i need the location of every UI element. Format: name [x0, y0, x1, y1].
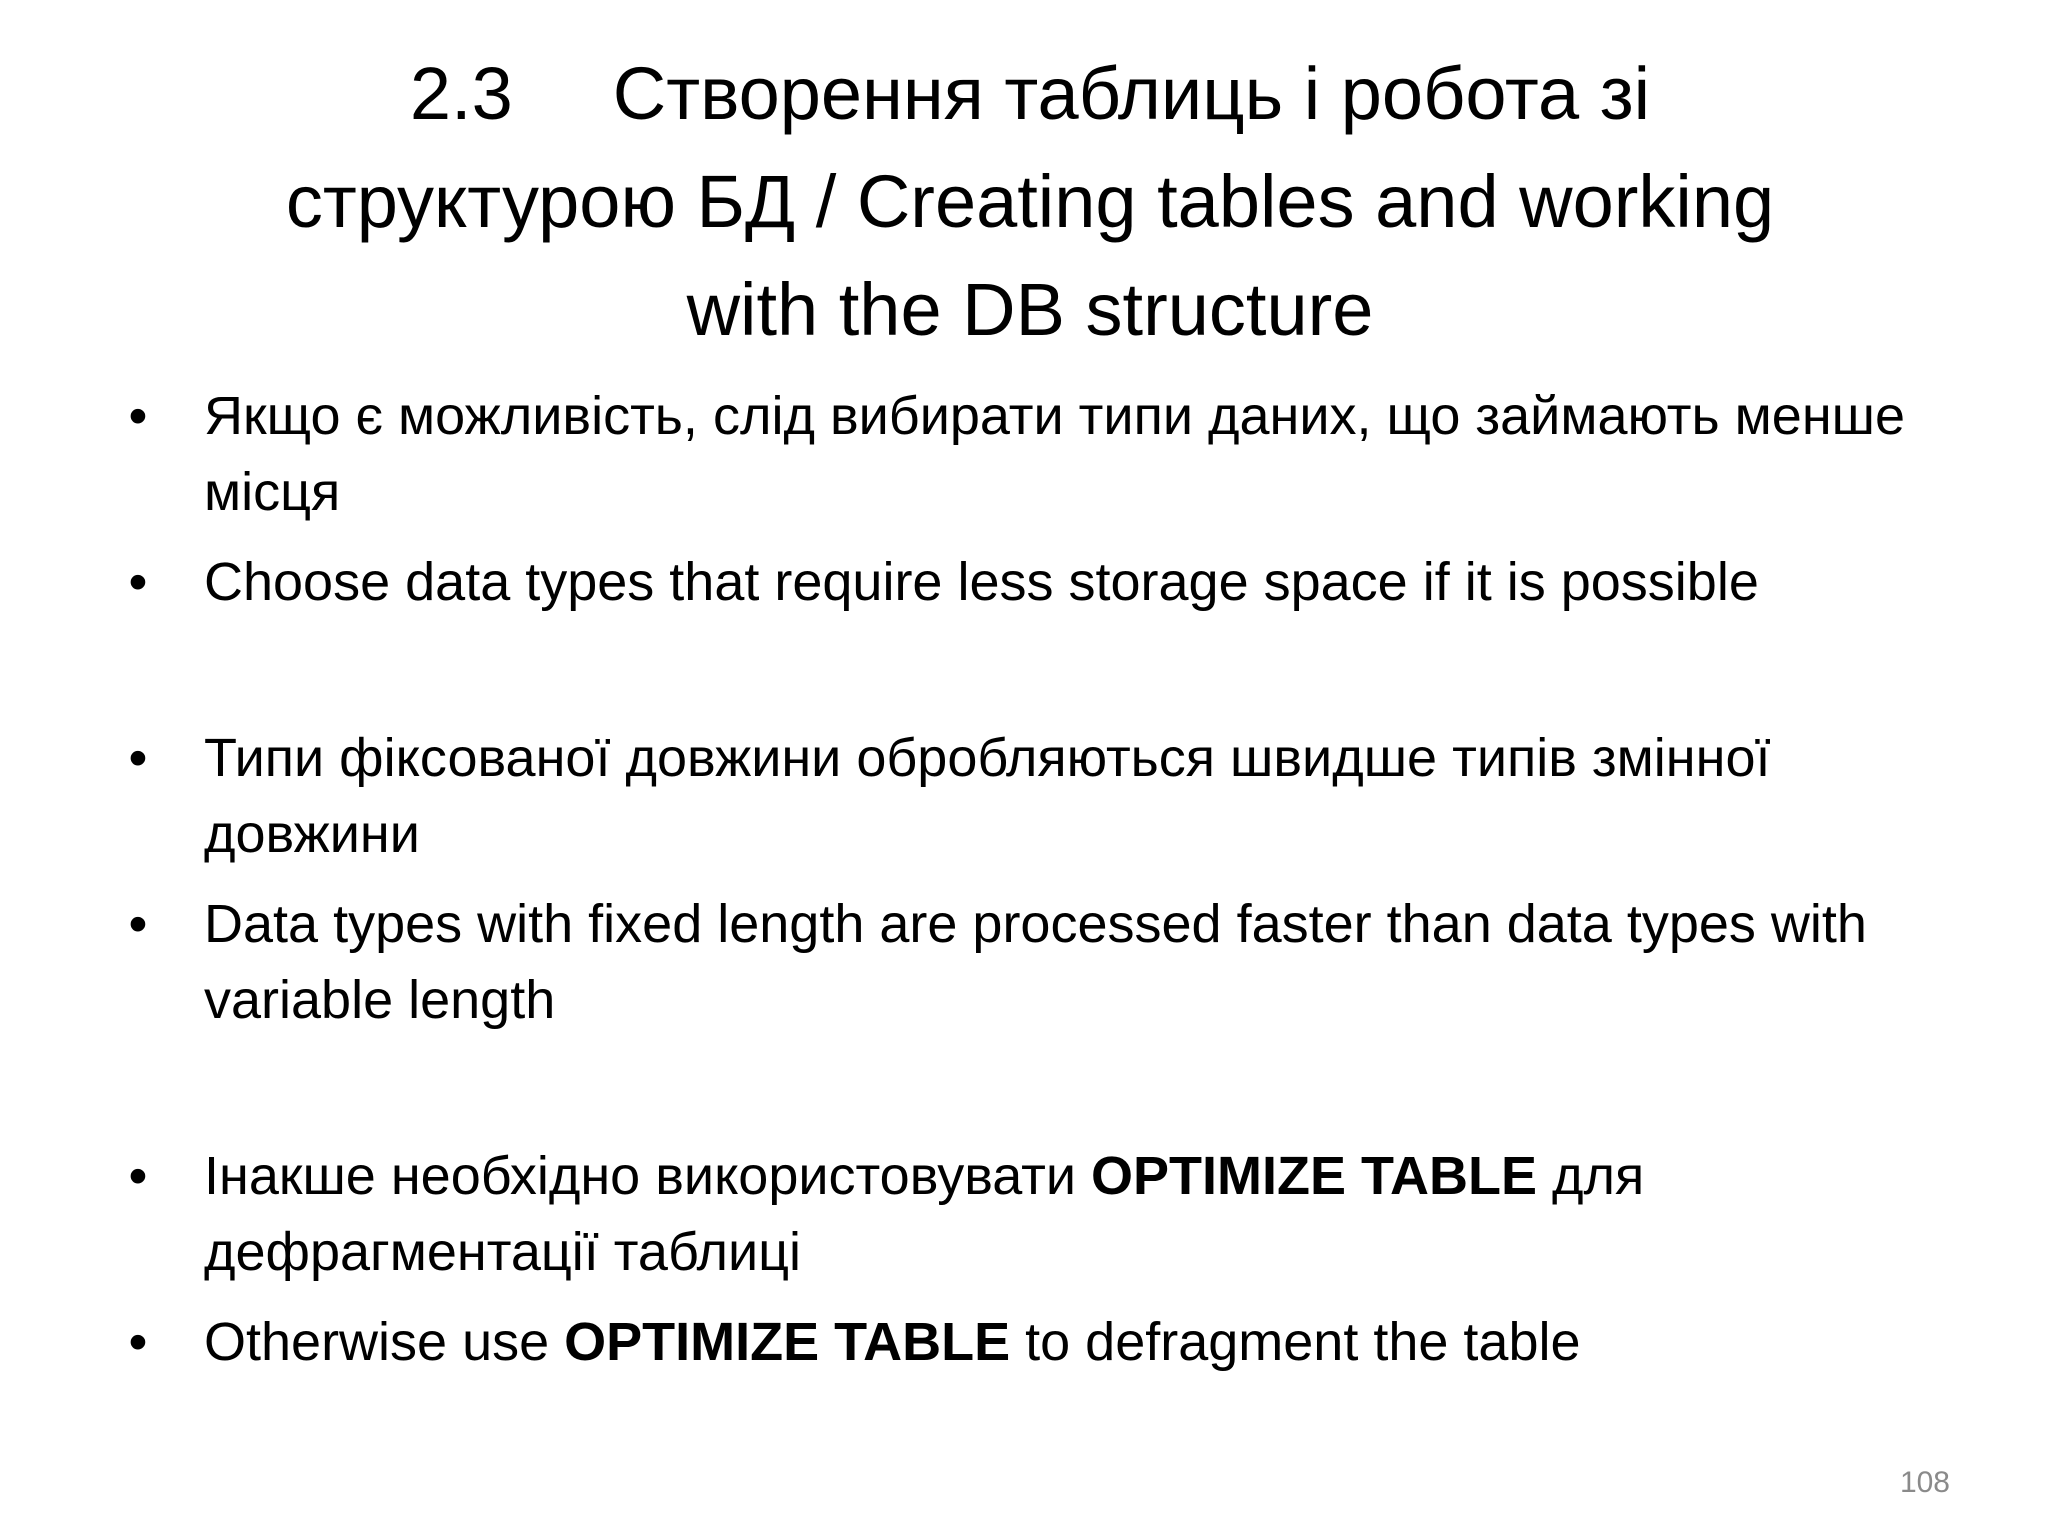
bullet-text-post: to defragment the table [1010, 1312, 1581, 1372]
bullet-text-post: для дефрагментації таблиці [204, 1146, 1645, 1282]
bullet-item-6 [118, 1304, 1918, 1380]
bullet-item-1 [118, 378, 1918, 530]
bullet-marker: • [128, 1146, 148, 1206]
bullet-text: Типи фіксованої довжини обробляються швидше типів змінної довжини [204, 728, 1771, 864]
bullet-marker: • [128, 728, 148, 788]
page-number: 108 [1899, 1466, 1950, 1499]
bullet-marker: • [128, 1312, 148, 1372]
slide-title [140, 40, 1920, 364]
bullet-item-3 [118, 720, 1918, 872]
bullet-item-4 [118, 886, 1918, 1038]
bullet-text: Якщо є можливість, слід вибирати типи даних, що займають менше місця [204, 386, 1905, 522]
bullet-text-bold: OPTIMIZE TABLE [1091, 1146, 1538, 1206]
bullet-text-pre: Otherwise use [204, 1312, 565, 1372]
bullet-item-2 [118, 544, 1918, 620]
section-number: 2.3 [409, 52, 513, 135]
bullet-marker: • [128, 552, 148, 612]
title-line-1 [140, 40, 1920, 148]
bullet-text-bold: OPTIMIZE TABLE [564, 1312, 1011, 1372]
bullet-text-pre: Інакше необхідно використовувати [204, 1146, 1092, 1206]
bullet-marker: • [128, 894, 148, 954]
title-text-1: Створення таблиць і робота зі [612, 52, 1651, 135]
title-line-2: структурою БД / Creating tables and working [285, 160, 1775, 243]
title-line-3: with the DB structure [686, 268, 1374, 351]
bullet-marker: • [128, 386, 148, 446]
bullet-item-5 [118, 1138, 1918, 1290]
bullet-text: Data types with fixed length are processed faster than data types with variable length [204, 894, 1867, 1030]
bullet-text: Choose data types that require less storage space if it is possible [204, 552, 1759, 612]
bullet-list [118, 378, 1918, 1380]
